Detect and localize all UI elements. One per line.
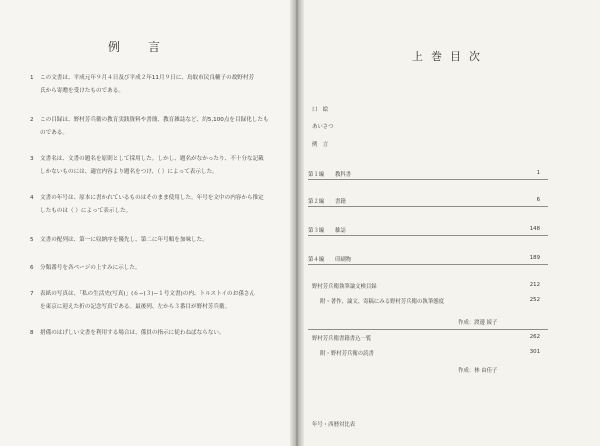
toc-divider [308,329,548,330]
book-gutter [290,0,304,446]
note-line: 表紙の写真は、「私の生活史(写真)」(６−(３)−１号文書)の内、トルストイのお孫さん [40,291,256,297]
toc-divider [308,264,548,265]
note-number: 3 [30,156,34,162]
note-line: を東京に迎えた折の記念写真である。最後列、左から３番目が野村芳兵衛。 [40,304,231,310]
note-line: 氏から寄贈を受けたものである。 [40,88,124,94]
note-number: 4 [30,195,34,201]
note-line: この文書は、平成元年９月４日及び平成２年11月９日に、鳥取市民良輔子の故野村芳 [40,75,255,81]
toc-divider [308,235,548,236]
note-item [30,327,280,340]
note-item [30,262,280,275]
note-number: 6 [30,265,34,271]
toc-divider [308,206,548,207]
note-line: 文書の配列は、第一に収納序を優先し、第二に年号順を加味した。 [40,237,208,243]
note-line: したものは（ ）によって表示した。 [40,208,132,214]
note-line: 文書の年号は、原本に書かれているものはそのまま使用した。年号を文中の内容から推定 [40,195,264,201]
note-line: この目録は、野村芳兵衛の教育実践資料や書簡、教育雑誌など、約5,100点を目録化したも [40,117,269,123]
note-line: 文書名は、文書の題名を原則として採用した。しかし、題名がなかったり、不十分な記載 [40,156,264,162]
toc-author: 作成：渡邊 綾子 [458,320,498,326]
note-item [30,288,280,314]
page-title-explanatory-notes: 例言 [107,40,188,54]
note-item [30,192,280,218]
note-item [30,234,280,247]
book-spread: 例言 1 この文書は、平成元年９月４日及び平成２年11月９日に、鳥取市民良輔子の故野村芳 氏から寄贈を受けたものである。 2 この目録は、野村芳兵衛の教育実践資料や書簡、教育雑誌など、約5,100点を目録化したも のである。 3 文書名は、文書の題名を原則として採用した。しかし、題名がなかったり、不十分な記載 しかないものには、適宜内容より題名をつけ、（ ）によって表示した。 4 文書の年号は、原本に書かれているものはそのまま使用した。年号を文中の内容から推定 したものは（ ）によって表示した。 5 文書の配列は、第一に収納序を優先し、第二に年号順を加味した。 6 分類番号を各ページの上すみに示した。 7 表紙の写真は、「私の生活史(写真)」(６−(３)−１号文書)の内、トルストイのお孫さん を東京に迎えた折の記念写真である。最後列、左から３番目が野村芳兵衛。 8 措備のはげしい文書を利用する場合は、係員の指示に従わねばならない。 上巻目次 口 絵 あいさつ 例 言 第１編 教科書 1 第２編 書籍 6 第３編 雑誌 148 第４編 印刷物 189 野村芳兵衛執筆論文検目録 212 附・著作、論文、寄稿にみる野村芳兵衛の執筆態度 252 作成：渡邊 綾子 野村芳兵衛書籍書込一覧 262 附・野村芳兵衛の読書 301 作成：林 由佳子 年号・西暦対比表 [0,0,600,446]
toc-divider [308,179,548,180]
note-item [30,72,280,98]
note-line: しかないものには、適宜内容より題名をつけ、（ ）によって表示した。 [40,169,218,175]
note-number: 2 [30,117,34,123]
note-item [30,153,280,179]
note-item [30,114,280,140]
note-number: 5 [30,237,34,243]
note-number: 7 [30,291,34,297]
toc-author: 作成：林 由佳子 [458,368,498,374]
note-number: 8 [30,330,34,336]
left-page [0,0,296,446]
page-title-contents: 上巻目次 [412,50,488,63]
note-line: 分類番号を各ページの上すみに示した。 [40,265,141,271]
note-line: 措備のはげしい文書を利用する場合は、係員の指示に従わねばならない。 [40,330,225,336]
note-number: 1 [30,75,34,81]
note-line: のである。 [40,130,68,136]
right-page [300,0,600,446]
